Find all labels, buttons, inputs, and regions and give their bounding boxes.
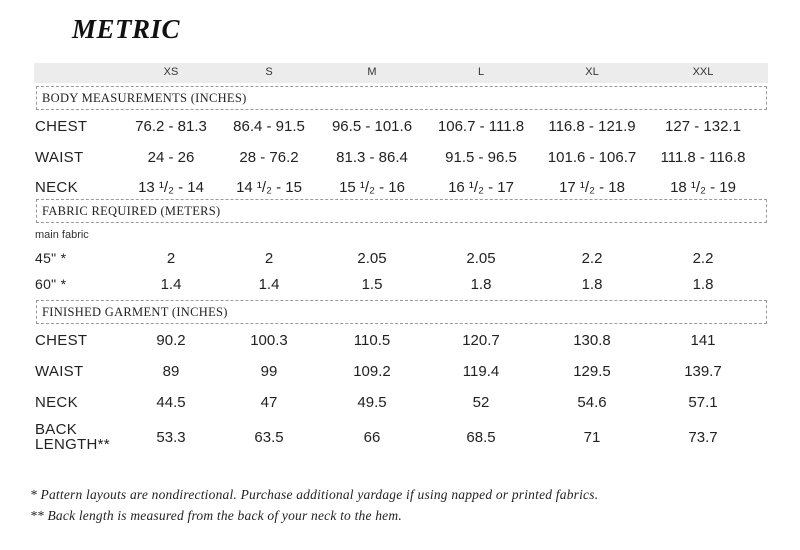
table-cell: 18 ¹/₂ - 19 bbox=[670, 179, 736, 196]
table-cell: 120.7 bbox=[462, 332, 500, 349]
row-label-line: BACK bbox=[35, 421, 78, 438]
table-cell: 100.3 bbox=[250, 332, 288, 349]
section-fabric-required bbox=[36, 199, 767, 223]
table-cell: 127 - 132.1 bbox=[665, 118, 741, 135]
table-cell: 89 bbox=[162, 363, 180, 380]
row-label: WAIST bbox=[35, 363, 84, 380]
table-cell: 2.2 bbox=[692, 250, 714, 267]
table-cell: 1.4 bbox=[258, 276, 280, 293]
section-body-measurements bbox=[36, 86, 767, 110]
row-label bbox=[35, 422, 110, 452]
table-cell: 129.5 bbox=[573, 363, 611, 380]
table-cell: 106.7 - 111.8 bbox=[437, 118, 525, 135]
table-cell: 130.8 bbox=[573, 332, 611, 349]
row-label-line: LENGTH** bbox=[35, 436, 110, 453]
size-header: L bbox=[477, 66, 485, 78]
footnote-nondirectional: * Pattern layouts are nondirectional. Purchase additional yardage if using napped or printed fabrics. bbox=[30, 487, 599, 502]
main-fabric-label: main fabric bbox=[35, 229, 89, 241]
table-cell: 54.6 bbox=[577, 394, 607, 411]
table-cell: 119.4 bbox=[462, 363, 500, 380]
table-cell: 66 bbox=[363, 429, 381, 446]
table-cell: 53.3 bbox=[156, 429, 186, 446]
section-label: FINISHED GARMENT (INCHES) bbox=[42, 305, 228, 319]
table-cell: 90.2 bbox=[156, 332, 186, 349]
table-cell: 13 ¹/₂ - 14 bbox=[138, 179, 204, 196]
table-cell: 52 bbox=[472, 394, 490, 411]
table-cell: 2.05 bbox=[466, 250, 496, 267]
size-header: XL bbox=[585, 66, 599, 78]
table-cell: 1.4 bbox=[160, 276, 182, 293]
table-cell: 28 - 76.2 bbox=[239, 149, 299, 166]
table-cell: 63.5 bbox=[254, 429, 284, 446]
row-label: NECK bbox=[35, 179, 78, 196]
row-label: WAIST bbox=[35, 149, 84, 166]
row-label: CHEST bbox=[35, 332, 88, 349]
table-cell: 96.5 - 101.6 bbox=[331, 118, 413, 135]
table-cell: 1.8 bbox=[581, 276, 603, 293]
table-cell: 109.2 bbox=[353, 363, 391, 380]
table-cell: 71 bbox=[583, 429, 601, 446]
table-cell: 2.2 bbox=[581, 250, 603, 267]
size-header: M bbox=[367, 66, 377, 78]
table-cell: 139.7 bbox=[684, 363, 722, 380]
table-cell: 2.05 bbox=[357, 250, 387, 267]
footnote-back-length: ** Back length is measured from the back of your neck to the hem. bbox=[30, 508, 402, 523]
row-label: CHEST bbox=[35, 118, 88, 135]
size-header: S bbox=[265, 66, 273, 78]
table-cell: 15 ¹/₂ - 16 bbox=[339, 179, 405, 196]
size-header: XXL bbox=[692, 66, 714, 78]
table-cell: 16 ¹/₂ - 17 bbox=[448, 179, 514, 196]
table-cell: 68.5 bbox=[466, 429, 496, 446]
table-cell: 44.5 bbox=[156, 394, 186, 411]
table-cell: 99 bbox=[260, 363, 278, 380]
table-cell: 57.1 bbox=[688, 394, 718, 411]
table-cell: 76.2 - 81.3 bbox=[135, 118, 207, 135]
table-cell: 1.8 bbox=[470, 276, 492, 293]
table-cell: 141 bbox=[690, 332, 716, 349]
section-label: BODY MEASUREMENTS (INCHES) bbox=[42, 91, 247, 105]
table-cell: 111.8 - 116.8 bbox=[660, 149, 746, 166]
row-label: 45" * bbox=[35, 250, 67, 266]
table-cell: 2 bbox=[264, 250, 274, 267]
table-cell: 14 ¹/₂ - 15 bbox=[236, 179, 302, 196]
page-title: METRIC bbox=[72, 14, 181, 44]
table-cell: 116.8 - 121.9 bbox=[548, 118, 636, 135]
table-cell: 110.5 bbox=[353, 332, 391, 349]
table-cell: 73.7 bbox=[688, 429, 718, 446]
table-cell: 2 bbox=[166, 250, 176, 267]
table-cell: 17 ¹/₂ - 18 bbox=[559, 179, 625, 196]
section-finished-garment bbox=[36, 300, 767, 324]
table-cell: 81.3 - 86.4 bbox=[336, 149, 408, 166]
section-label: FABRIC REQUIRED (METERS) bbox=[42, 204, 221, 218]
table-cell: 49.5 bbox=[357, 394, 387, 411]
size-header: XS bbox=[163, 66, 179, 78]
table-cell: 1.5 bbox=[361, 276, 383, 293]
table-cell: 86.4 - 91.5 bbox=[233, 118, 305, 135]
table-cell: 101.6 - 106.7 bbox=[547, 149, 637, 166]
row-label: NECK bbox=[35, 394, 78, 411]
table-cell: 24 - 26 bbox=[147, 149, 195, 166]
table-cell: 47 bbox=[260, 394, 278, 411]
table-cell: 1.8 bbox=[692, 276, 714, 293]
table-cell: 91.5 - 96.5 bbox=[445, 149, 517, 166]
row-label: 60" * bbox=[35, 276, 67, 292]
